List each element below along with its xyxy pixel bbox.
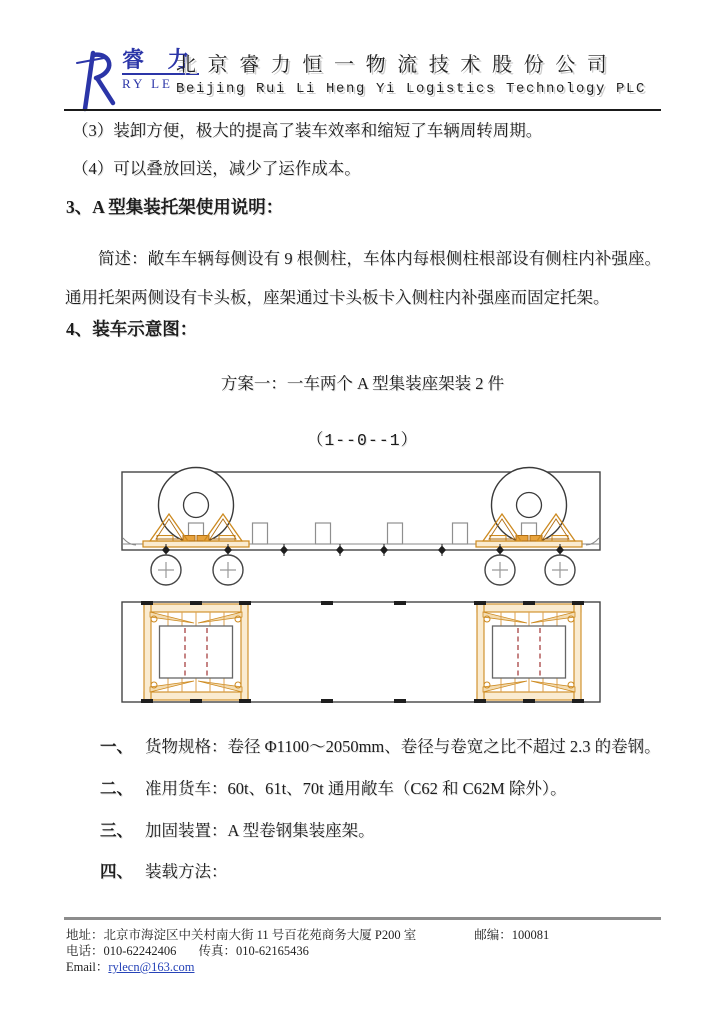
email-label: Email： [66, 960, 109, 974]
footer-email-line [66, 957, 195, 975]
note-text: 货物规格：卷径 Φ1100～2050mm、卷径与卷宽之比不超过 2.3 的卷钢。 [145, 737, 661, 756]
company-name-block [176, 52, 647, 98]
wheel-icon [213, 555, 243, 585]
postcode-value: 100081 [511, 928, 550, 942]
note-text: 加固装置：A 型卷钢集装座架。 [145, 821, 375, 840]
postcode-label: 邮编： [474, 928, 512, 942]
stanchion-post [316, 523, 331, 544]
phone-value: 010-62242406 [103, 944, 177, 958]
note-number: 二、 [100, 779, 133, 798]
note-text: 准用货车：60t、61t、70t 通用敞车（C62 和 C62M 除外）。 [145, 779, 567, 798]
logo-r-icon [76, 48, 118, 112]
note-text: 装载方法： [145, 862, 228, 881]
note-item-4 [100, 858, 228, 882]
phone-label: 电话： [66, 944, 104, 958]
stanchion-post [453, 523, 468, 544]
scheme-caption: 方案一：一车两个 A 型集装座架装 2 件 [220, 374, 505, 393]
note-item-2 [100, 775, 567, 799]
logo-chinese-name: 睿 力 [122, 47, 199, 72]
wheel-icon [545, 555, 575, 585]
address-value: 北京市海淀区中关村南大街 11 号百花苑商务大厦 P200 室 [103, 928, 417, 942]
brief-paragraph: 简述：敞车车辆每侧设有 9 根侧柱，车体内每根侧柱根部设有侧柱内补强座。通用托架两侧设有卡头板，座架通过卡头板卡入侧柱内补强座而固定托架。 [65, 249, 661, 307]
fax-label: 传真： [198, 944, 236, 958]
cradle-top-left [144, 604, 248, 700]
note-number: 三、 [100, 821, 133, 840]
header-divider [64, 109, 661, 111]
address-label: 地址： [66, 928, 104, 942]
paragraph-item-3: （3）装卸方便，极大的提高了装车效率和缩短了车辆周转周期。 [72, 121, 543, 140]
section-3-heading: 3、A 型集装托架使用说明： [66, 197, 284, 217]
logo-latin-name: RY LE [122, 73, 199, 92]
diagram-top-view [122, 601, 600, 703]
wheel-icon [485, 555, 515, 585]
section-4-heading: 4、装车示意图： [66, 319, 198, 339]
paragraph-item-4: （4）可以叠放回送，减少了运作成本。 [72, 159, 361, 178]
stanchion-post [388, 523, 403, 544]
cradle-top-right [477, 604, 581, 700]
wheel-icon [151, 555, 181, 585]
footer-divider [64, 917, 661, 920]
scheme-code: （1--0--1） [306, 431, 419, 450]
note-number: 一、 [100, 737, 133, 756]
email-link[interactable]: rylecn@163.com [108, 960, 195, 974]
company-name-english: Beijing Rui Li Heng Yi Logistics Technology PLC [176, 81, 647, 97]
note-number: 四、 [100, 862, 133, 881]
fax-value: 010-62165436 [235, 944, 309, 958]
note-item-3 [100, 817, 375, 841]
diagram-side-view [122, 468, 600, 586]
stanchion-post [253, 523, 268, 544]
company-name-chinese: 北京睿力恒一物流技术股份公司 [176, 54, 619, 76]
note-item-1 [100, 733, 661, 757]
loading-diagram [0, 462, 725, 712]
